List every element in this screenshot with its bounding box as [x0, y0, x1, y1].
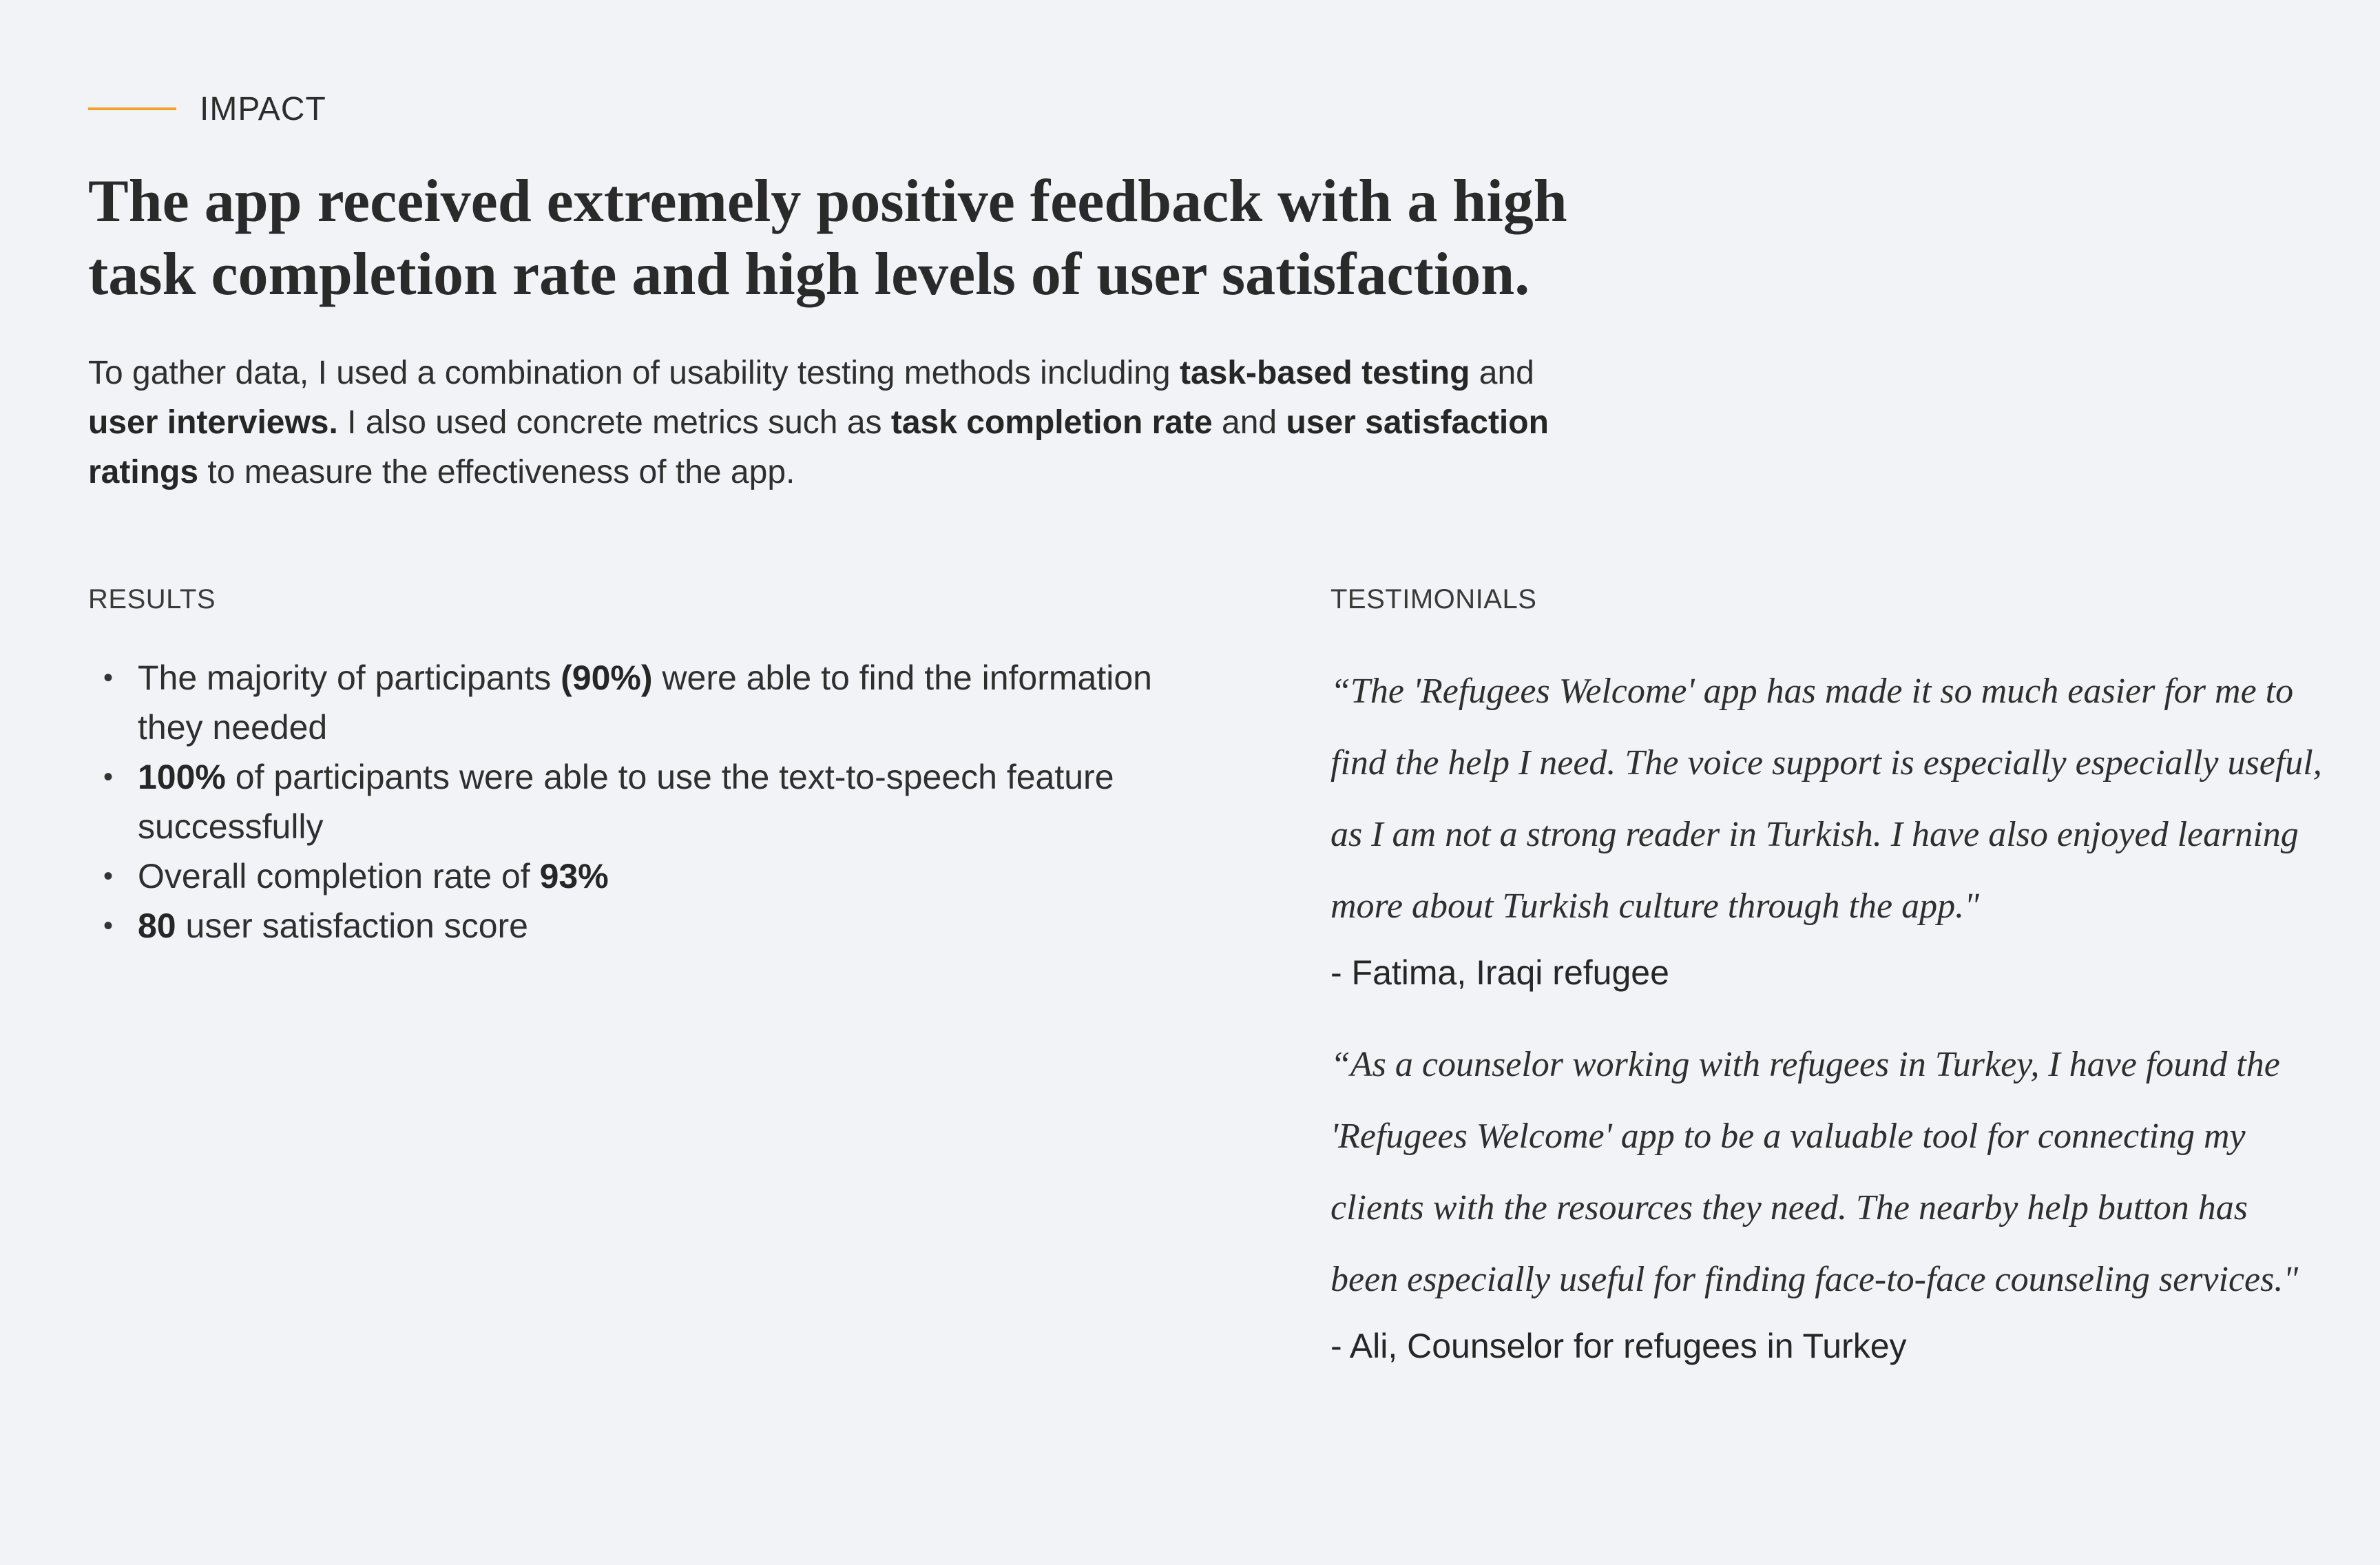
- intro-text: and: [1470, 355, 1534, 391]
- results-heading: RESULTS: [88, 584, 216, 614]
- intro-bold-metric-1: task completion rate: [890, 404, 1213, 441]
- list-item: [88, 851, 1218, 901]
- result-text: user satisfaction score: [176, 906, 528, 945]
- list-item: [88, 653, 1218, 752]
- list-item: [88, 901, 1218, 951]
- testimonial-quote: “As a counselor working with refugees in Turkey, I have found the 'Refugees Welcome' app to be a valuable tool for connecting my clients with the resources they need. The nearby help button has been especially useful for finding face-to-face counseling services.": [1330, 1045, 2299, 1299]
- result-text: The majority of participants: [138, 659, 561, 697]
- result-metric: 80: [138, 906, 176, 945]
- testimonial-author: - Fatima, Iraqi refugee: [1330, 953, 1669, 992]
- intro-text: to measure the effectiveness of the app.: [198, 454, 795, 490]
- result-text: Overall completion rate of: [138, 857, 540, 895]
- intro-text: and: [1212, 404, 1286, 441]
- intro-text: To gather data, I used a combination of usability testing methods including: [88, 355, 1180, 391]
- testimonials-column: [1330, 656, 2322, 1371]
- eyebrow-accent-line: [88, 107, 176, 110]
- results-list: [88, 653, 1218, 951]
- section-eyebrow: [88, 88, 326, 129]
- result-metric: 93%: [539, 857, 609, 895]
- result-text: of participants were able to use the text-to-speech feature successfully: [138, 758, 1114, 846]
- list-item: [88, 752, 1218, 851]
- result-text: were able to find the information they needed: [138, 659, 1152, 747]
- page-title: The app received extremely positive feedback with a high task completion rate and high levels of user satisfaction.: [88, 168, 1567, 308]
- intro-bold-method-2: user interviews.: [88, 404, 338, 441]
- testimonial-quote: “The 'Refugees Welcome' app has made it so much easier for me to find the help I need. The voice support is especially especially useful, as I am not a strong reader in Turkish. I have also enjoyed learning more about Turkish culture through the app.": [1330, 672, 2322, 926]
- testimonial-author: - Ali, Counselor for refugees in Turkey: [1330, 1327, 1907, 1365]
- intro-text: I also used concrete metrics such as: [337, 404, 891, 441]
- eyebrow-label: IMPACT: [200, 90, 326, 127]
- result-metric: 100%: [138, 758, 226, 796]
- intro-paragraph: [88, 349, 1576, 497]
- intro-bold-metric-2: user satisfaction ratings: [88, 404, 1549, 490]
- intro-bold-method-1: task-based testing: [1179, 355, 1470, 391]
- result-metric: (90%): [561, 659, 653, 697]
- testimonial: [1330, 656, 2322, 997]
- testimonial: [1330, 1029, 2322, 1371]
- testimonials-heading: TESTIMONIALS: [1330, 584, 1537, 614]
